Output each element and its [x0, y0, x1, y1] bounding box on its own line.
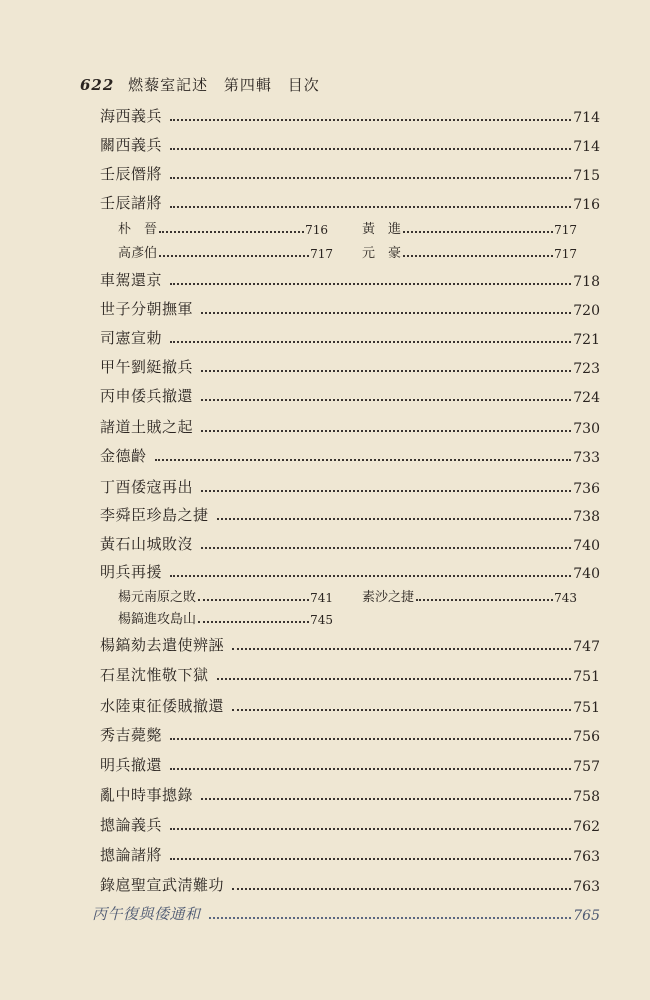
subentry-title: 元 豪 — [362, 246, 402, 261]
dot-leader — [403, 231, 553, 233]
dot-leader — [209, 917, 572, 919]
entry-page: 720 — [573, 303, 600, 319]
entry-title: 丁酉倭寇再出 — [100, 478, 194, 496]
entry-title: 司憲宣勅 — [100, 329, 163, 347]
entry-page: 763 — [573, 849, 600, 865]
entry-title: 關西義兵 — [100, 136, 163, 154]
book-title: 燃藜室記述 — [128, 76, 209, 94]
dot-leader — [170, 206, 571, 208]
entry-page: 714 — [573, 110, 600, 126]
subentry-page: 717 — [554, 247, 577, 261]
toc-entry — [100, 781, 600, 805]
dot-leader — [201, 490, 571, 492]
entry-title: 甲午劉綎撤兵 — [100, 358, 194, 376]
subentry-page: 745 — [310, 613, 333, 627]
toc-subentry — [118, 217, 328, 237]
dot-leader — [170, 828, 571, 830]
dot-leader — [170, 177, 571, 179]
entry-title: 錄扈聖宣武淸難功 — [100, 876, 225, 894]
entry-title: 世子分朝撫軍 — [100, 300, 194, 318]
dot-leader — [198, 599, 309, 601]
entry-page: 740 — [573, 566, 600, 582]
entry-title: 丙午復與倭通和 — [92, 905, 201, 923]
toc-subentry — [118, 241, 333, 261]
toc-entry — [100, 558, 600, 582]
entry-page: 751 — [573, 669, 600, 685]
entry-title: 楊鎬劾去遣使辨誣 — [100, 636, 225, 654]
toc-subentry — [362, 241, 577, 261]
toc-entry — [100, 841, 600, 865]
dot-leader — [170, 858, 571, 860]
dot-leader — [217, 518, 572, 520]
toc-entry — [92, 900, 600, 924]
entry-title: 李舜臣珍島之捷 — [100, 506, 209, 524]
toc-entry — [100, 160, 600, 184]
toc-entry — [100, 871, 600, 895]
toc-entry — [100, 353, 600, 377]
dot-leader — [201, 430, 571, 432]
entry-page: 762 — [573, 819, 600, 835]
toc-entry — [100, 131, 600, 155]
toc-entry — [100, 811, 600, 835]
section-label: 目次 — [287, 76, 320, 94]
entry-page: 733 — [573, 450, 600, 466]
subentry-title: 素沙之捷 — [362, 590, 415, 605]
toc-entry — [100, 102, 600, 126]
entry-page: 730 — [573, 421, 600, 437]
toc-entry — [100, 189, 600, 213]
entry-title: 石星沈惟敬下獄 — [100, 666, 209, 684]
entry-page: 723 — [573, 361, 600, 377]
entry-title: 亂中時事摠錄 — [100, 786, 194, 804]
page-number: 622 — [80, 76, 115, 94]
entry-page: 714 — [573, 139, 600, 155]
entry-title: 海西義兵 — [100, 107, 163, 125]
subentry-page: 717 — [310, 247, 333, 261]
subentry-title: 楊元南原之敗 — [118, 590, 197, 605]
subentry-page: 743 — [554, 591, 577, 605]
toc-subentry — [118, 585, 333, 605]
toc-entry — [100, 530, 600, 554]
subentry-title: 高彥伯 — [118, 246, 158, 261]
entry-page: 721 — [573, 332, 600, 348]
subentry-title: 黃 進 — [362, 222, 402, 237]
toc-entry — [100, 661, 600, 685]
dot-leader — [217, 678, 572, 680]
dot-leader — [170, 119, 571, 121]
entry-page: 736 — [573, 481, 600, 497]
entry-page: 718 — [573, 274, 600, 290]
toc-entry — [100, 631, 600, 655]
entry-title: 金德齡 — [100, 447, 147, 465]
entry-title: 摠論義兵 — [100, 816, 163, 834]
dot-leader — [201, 370, 571, 372]
toc-subentry — [362, 585, 577, 605]
entry-title: 諸道土賊之起 — [100, 418, 194, 436]
entry-title: 明兵再援 — [100, 563, 163, 581]
entry-title: 壬辰諸將 — [100, 194, 163, 212]
entry-page: 747 — [573, 639, 600, 655]
dot-leader — [170, 575, 571, 577]
toc-entry — [100, 692, 600, 716]
toc-entry — [100, 721, 600, 745]
dot-leader — [232, 709, 571, 711]
dot-leader — [232, 648, 571, 650]
toc-subentry — [118, 607, 333, 627]
entry-page: 756 — [573, 729, 600, 745]
entry-title: 水陸東征倭賊撤還 — [100, 697, 225, 715]
subentry-page: 741 — [310, 591, 333, 605]
entry-title: 明兵撤還 — [100, 756, 163, 774]
volume-label: 第四輯 — [223, 76, 272, 94]
dot-leader — [170, 768, 571, 770]
dot-leader — [201, 399, 571, 401]
entry-page: 715 — [573, 168, 600, 184]
dot-leader — [416, 599, 553, 601]
dot-leader — [201, 312, 571, 314]
entry-title: 壬辰僭將 — [100, 165, 163, 183]
entry-title: 摠論諸將 — [100, 846, 163, 864]
subentry-page: 716 — [305, 223, 328, 237]
dot-leader — [170, 148, 571, 150]
entry-title: 車駕還京 — [100, 271, 163, 289]
toc-entry — [100, 324, 600, 348]
entry-page: 757 — [573, 759, 600, 775]
entry-page: 724 — [573, 390, 600, 406]
dot-leader — [155, 459, 572, 461]
toc-entry — [100, 413, 600, 437]
entry-title: 黃石山城敗沒 — [100, 535, 194, 553]
entry-title: 丙申倭兵撤還 — [100, 387, 194, 405]
toc-entry — [100, 295, 600, 319]
dot-leader — [159, 231, 304, 233]
dot-leader — [201, 798, 571, 800]
toc-subentry — [362, 217, 577, 237]
entry-page: 765 — [573, 908, 600, 924]
entry-page: 738 — [573, 509, 600, 525]
dot-leader — [170, 283, 571, 285]
entry-page: 763 — [573, 879, 600, 895]
toc-entry — [100, 751, 600, 775]
dot-leader — [403, 255, 553, 257]
dot-leader — [201, 547, 571, 549]
entry-page: 758 — [573, 789, 600, 805]
toc-entry — [100, 473, 600, 497]
dot-leader — [198, 621, 309, 623]
subentry-title: 朴 晉 — [118, 222, 158, 237]
dot-leader — [159, 255, 309, 257]
subentry-page: 717 — [554, 223, 577, 237]
toc-entry — [100, 382, 600, 406]
toc-entry — [100, 442, 600, 466]
dot-leader — [170, 341, 571, 343]
toc-entry — [100, 266, 600, 290]
subentry-title: 楊鎬進攻島山 — [118, 612, 197, 627]
entry-page: 740 — [573, 538, 600, 554]
entry-page: 751 — [573, 700, 600, 716]
dot-leader — [170, 738, 571, 740]
toc-entry — [100, 501, 600, 525]
dot-leader — [232, 888, 571, 890]
entry-title: 秀吉薨斃 — [100, 726, 163, 744]
entry-page: 716 — [573, 197, 600, 213]
